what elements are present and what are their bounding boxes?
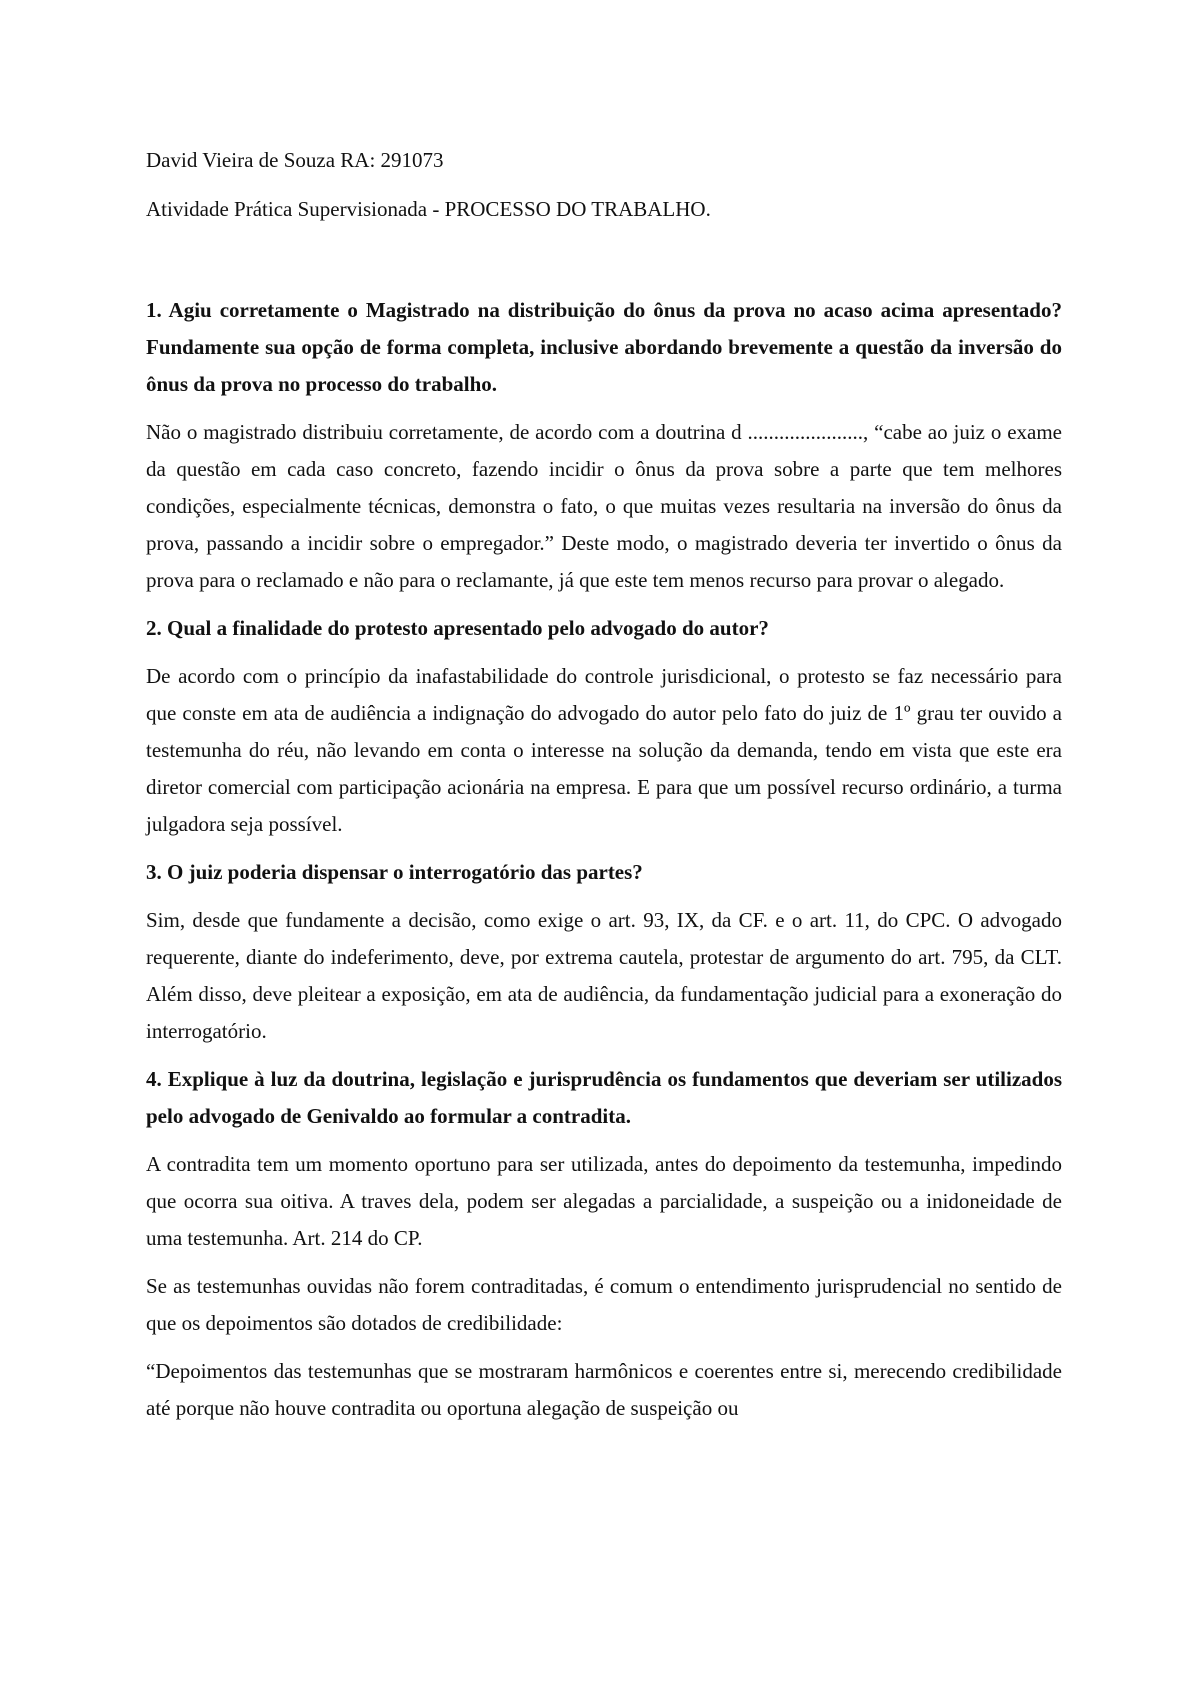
question-4: 4. Explique à luz da doutrina, legislação e jurisprudência os fundamentos que deveriam ser utilizados pelo advogado de Genivaldo ao formular a contradita.: [146, 1067, 1062, 1128]
question-2: 2. Qual a finalidade do protesto apresentado pelo advogado do autor?: [146, 616, 769, 640]
answer-2-paragraph-1: De acordo com o princípio da inafastabilidade do controle jurisdicional, o protesto se faz necessário para que conste em ata de audiência a indignação do advogado do autor pelo fato do juiz de 1º grau ter ouvido a testemunha do réu, não levando em conta o interesse na solução da demanda, tendo em vista que este era diretor comercial com participação acionária na empresa. E para que um possível recurso ordinário, a turma julgadora seja possível.: [146, 664, 1062, 836]
answer-1-paragraph-1: Não o magistrado distribuiu corretamente, de acordo com a doutrina d ......................, “cabe ao juiz o exame da questão em cada caso concreto, fazendo incidir o ônus da prova sobre a parte que tem melhores condições, especialmente técnicas, demonstra o fato, o que muitas vezes resultaria na inversão do ônus da prova, passando a incidir sobre o empregador.” Deste modo, o magistrado deveria ter invertido o ônus da prova para o reclamado e não para o reclamante, já que este tem menos recurso para provar o alegado.: [146, 420, 1062, 592]
question-3: 3. O juiz poderia dispensar o interrogatório das partes?: [146, 860, 643, 884]
question-1: 1. Agiu corretamente o Magistrado na distribuição do ônus da prova no acaso acima apresentado? Fundamente sua opção de forma completa, inclusive abordando brevemente a questão da inversão do ônus da prova no processo do trabalho.: [146, 298, 1062, 396]
activity-title-line: Atividade Prática Supervisionada - PROCESSO DO TRABALHO.: [146, 197, 711, 221]
answer-4-paragraph-2: Se as testemunhas ouvidas não forem contraditadas, é comum o entendimento jurisprudencial no sentido de que os depoimentos são dotados de credibilidade:: [146, 1274, 1062, 1335]
student-name-line: David Vieira de Souza RA: 291073: [146, 148, 444, 172]
answer-4-paragraph-1: A contradita tem um momento oportuno para ser utilizada, antes do depoimento da testemunha, impedindo que ocorra sua oitiva. A traves dela, podem ser alegadas a parcialidade, a suspeição ou a inidoneidade de uma testemunha. Art. 214 do CP.: [146, 1152, 1062, 1250]
document-body: [146, 292, 1062, 1438]
answer-4-quote: “Depoimentos das testemunhas que se mostraram harmônicos e coerentes entre si, merecendo credibilidade até porque não houve contradita ou oportuna alegação de suspeição ou: [146, 1359, 1062, 1420]
answer-3-paragraph-1: Sim, desde que fundamente a decisão, como exige o art. 93, IX, da CF. e o art. 11, do CPC. O advogado requerente, diante do indeferimento, deve, por extrema cautela, protestar de argumento do art. 795, da CLT. Além disso, deve pleitear a exposição, em ata de audiência, da fundamentação judicial para a exoneração do interrogatório.: [146, 908, 1062, 1043]
